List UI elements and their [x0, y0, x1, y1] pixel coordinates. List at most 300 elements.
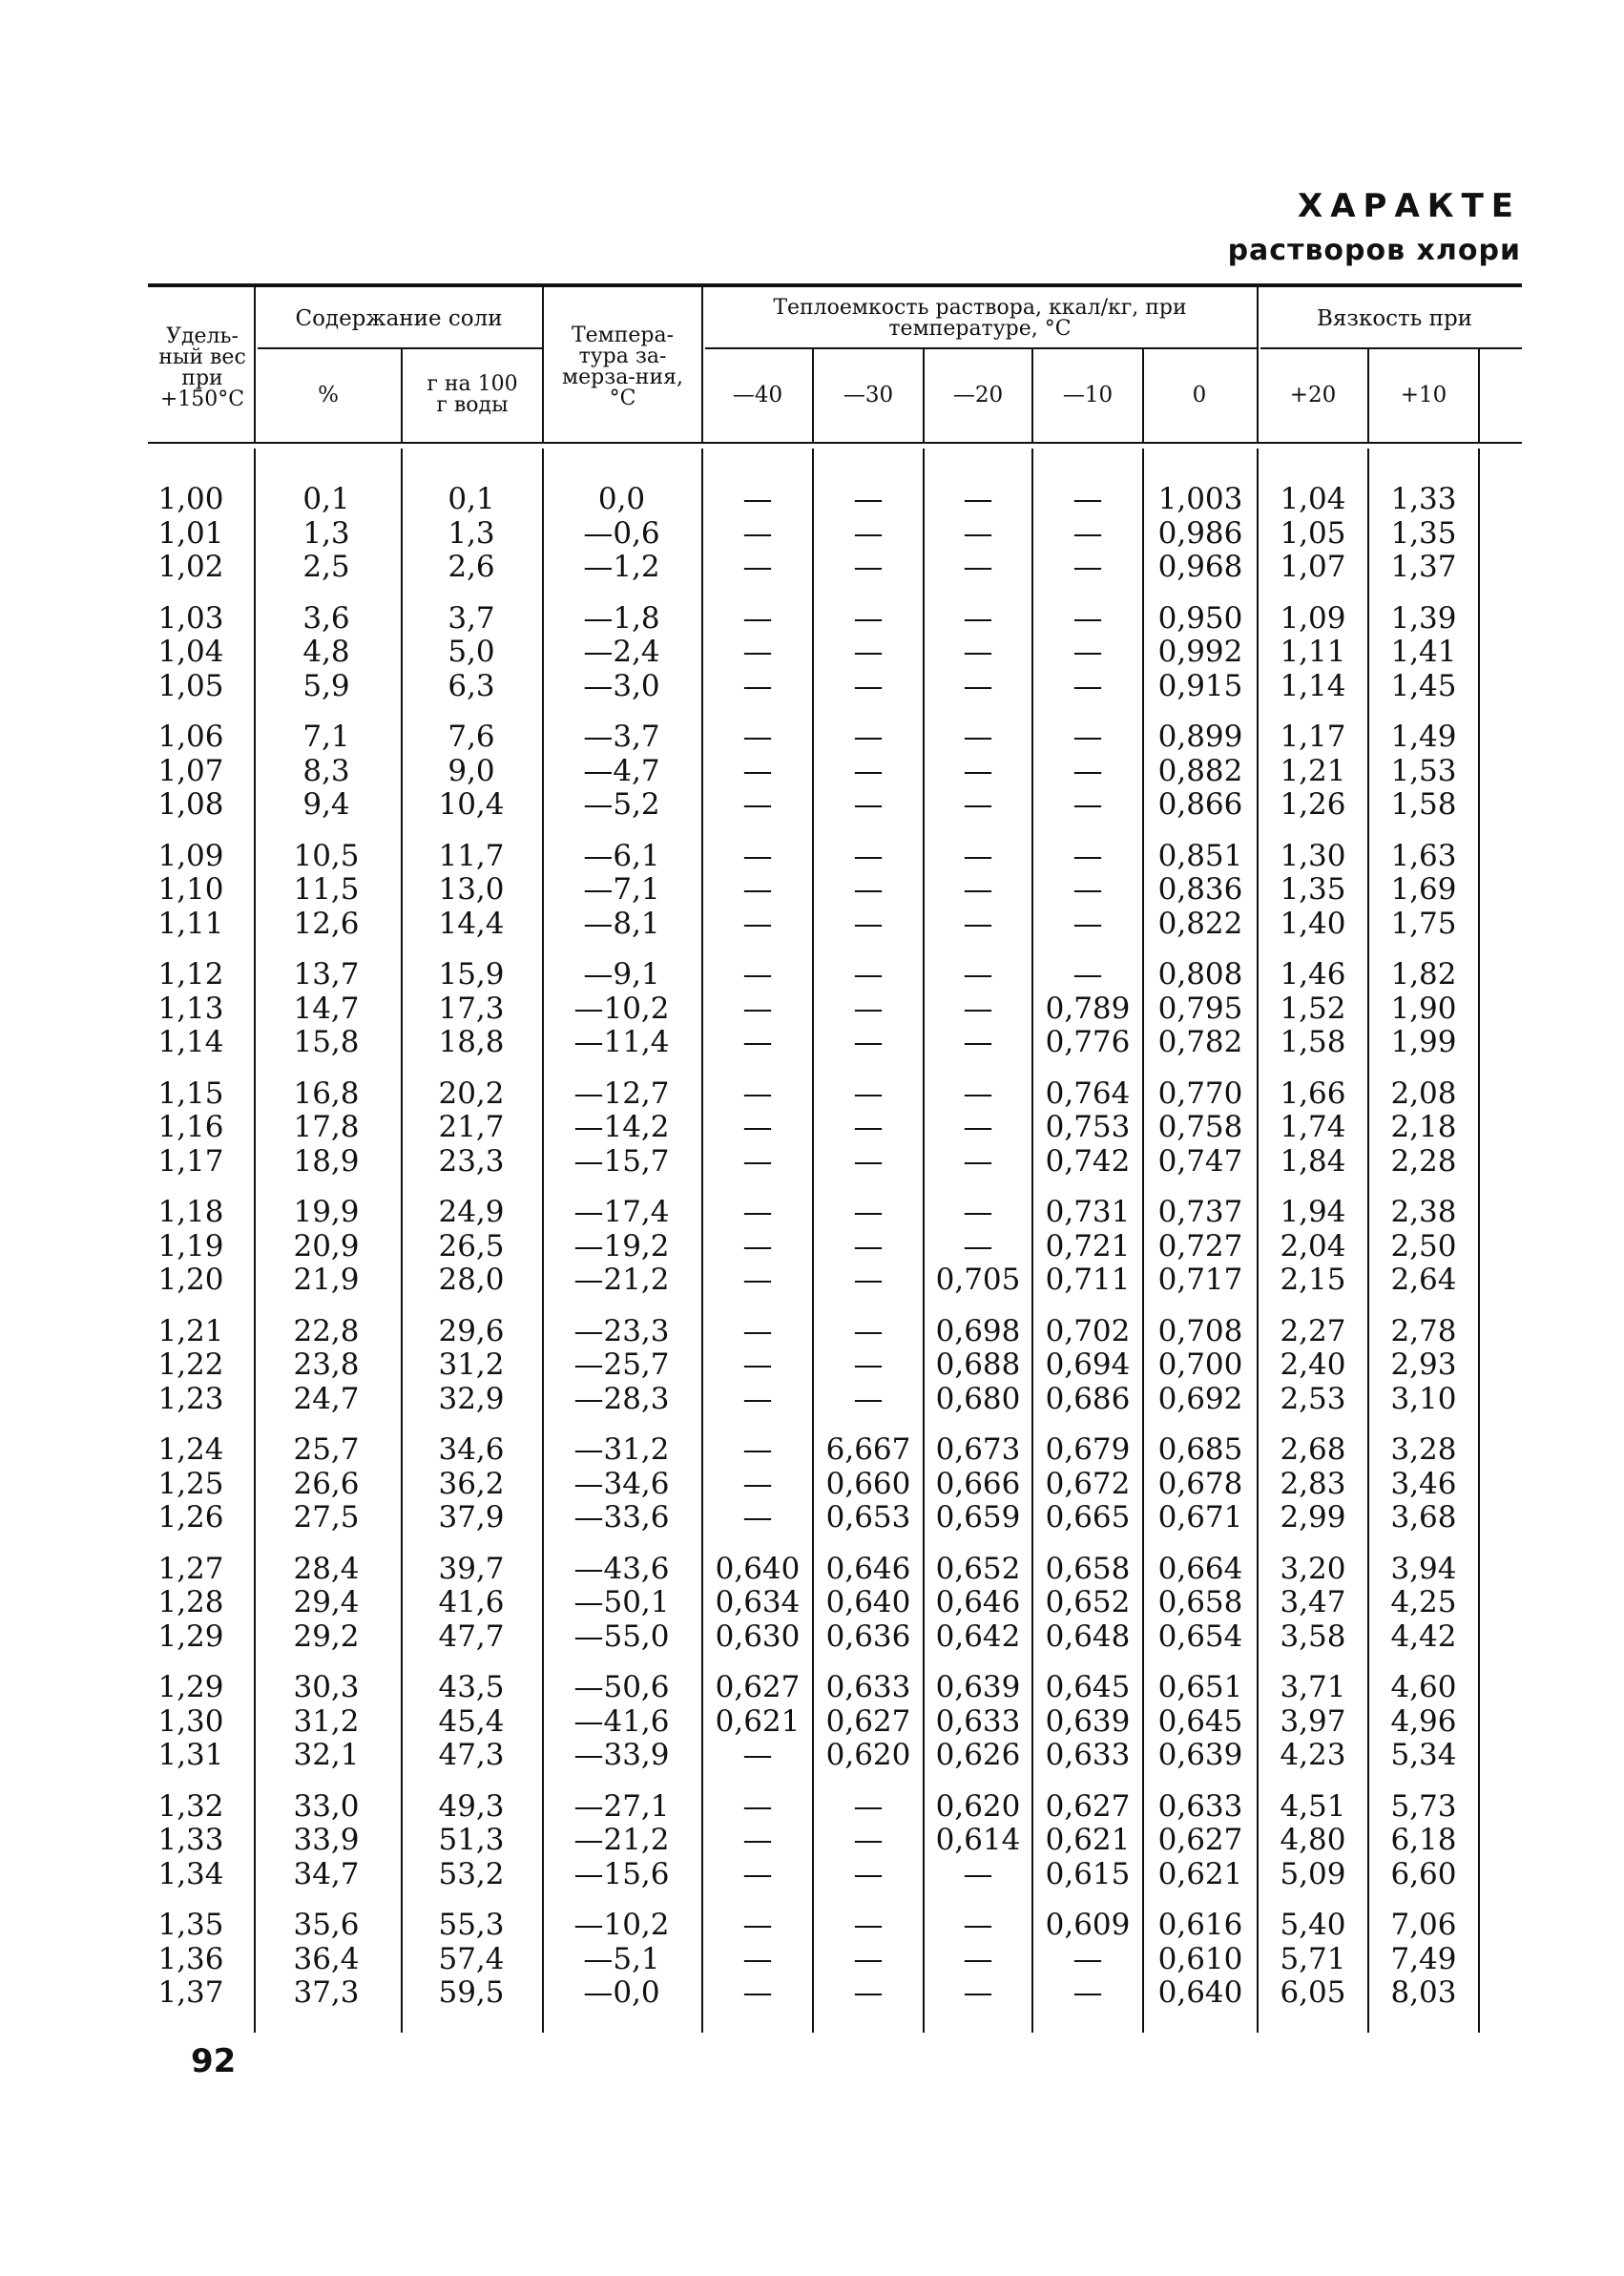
cell-g-per-100g: 53,2 [438, 1856, 505, 1891]
cell-visc-plus10: 4,60 [1390, 1670, 1457, 1704]
cell-freezing-temp: —27,1 [573, 1788, 670, 1824]
cell-hc-minus40: — [742, 550, 773, 584]
cell-g-per-100g: 36,2 [438, 1466, 505, 1501]
cell-g-per-100g: 1,3 [448, 515, 495, 551]
table-row [0, 1789, 1624, 1824]
cell-hc-minus20: — [963, 872, 993, 907]
cell-hc-minus20: 0,659 [935, 1500, 1021, 1535]
cell-g-per-100g: 37,9 [438, 1500, 505, 1535]
table-row [0, 635, 1624, 669]
cell-hc-minus40: — [742, 1381, 773, 1416]
cell-g-per-100g: 26,5 [438, 1228, 505, 1263]
cell-visc-plus10: 6,60 [1390, 1856, 1457, 1891]
cell-specific-weight: 1,28 [157, 1585, 224, 1619]
cell-visc-plus20: 2,53 [1280, 1381, 1346, 1416]
cell-percent: 3,6 [302, 600, 350, 636]
cell-hc-minus30: 6,667 [825, 1432, 911, 1467]
cell-hc-zero: 0,899 [1157, 720, 1243, 754]
cell-freezing-temp: —5,1 [583, 1941, 660, 1976]
cell-specific-weight: 1,27 [157, 1551, 224, 1586]
cell-hc-minus30: — [853, 668, 884, 703]
cell-specific-weight: 1,23 [157, 1381, 224, 1416]
cell-g-per-100g: 18,8 [438, 1025, 505, 1059]
header-hc-temp-minus30: —30 [843, 383, 894, 407]
col-rule [254, 284, 256, 443]
cell-hc-minus10: — [1072, 720, 1103, 754]
cell-hc-minus10: 0,645 [1045, 1670, 1131, 1704]
cell-visc-plus20: 1,46 [1280, 957, 1346, 992]
cell-visc-plus10: 1,53 [1390, 753, 1457, 788]
cell-hc-minus30: — [853, 550, 884, 584]
cell-percent: 2,5 [302, 550, 350, 584]
cell-hc-minus20: — [963, 668, 993, 703]
cell-hc-minus30: 0,620 [825, 1738, 911, 1772]
cell-visc-plus20: 1,14 [1280, 668, 1346, 703]
cell-visc-plus20: 1,17 [1280, 720, 1346, 754]
cell-freezing-temp: —50,1 [573, 1585, 670, 1619]
header-hc-temp-minus20: —20 [952, 383, 1004, 407]
cell-hc-minus40: 0,634 [715, 1585, 801, 1619]
cell-hc-minus30: — [853, 1941, 884, 1976]
cell-hc-minus40: — [742, 1975, 773, 2010]
cell-specific-weight: 1,33 [157, 1823, 224, 1857]
cell-visc-plus10: 4,42 [1390, 1618, 1457, 1654]
cell-freezing-temp: —19,2 [573, 1228, 670, 1263]
cell-specific-weight: 1,06 [157, 720, 224, 754]
cell-hc-minus20: 0,626 [935, 1738, 1021, 1772]
cell-g-per-100g: 9,0 [448, 753, 495, 788]
cell-specific-weight: 1,04 [157, 635, 224, 669]
cell-hc-minus40: — [742, 787, 773, 822]
table-row [0, 550, 1624, 584]
cell-visc-plus20: 1,40 [1280, 906, 1346, 941]
cell-g-per-100g: 29,6 [438, 1313, 505, 1348]
cell-visc-plus20: 1,35 [1280, 872, 1346, 907]
cell-hc-minus10: 0,679 [1045, 1432, 1131, 1467]
cell-freezing-temp: —17,4 [573, 1195, 670, 1229]
cell-hc-minus10: 0,742 [1045, 1143, 1131, 1179]
cell-hc-minus40: — [742, 1908, 773, 1942]
cell-freezing-temp: —10,2 [573, 991, 670, 1026]
cell-visc-plus10: 4,96 [1390, 1703, 1457, 1739]
header-subdivider-visc [1260, 347, 1522, 349]
cell-g-per-100g: 55,3 [438, 1908, 505, 1942]
cell-g-per-100g: 3,7 [448, 600, 495, 636]
cell-visc-plus10: 1,69 [1390, 872, 1457, 907]
cell-freezing-temp: 0,0 [597, 482, 646, 516]
cell-visc-plus20: 3,20 [1280, 1551, 1346, 1586]
cell-visc-plus10: 8,03 [1390, 1975, 1457, 2010]
cell-specific-weight: 1,24 [157, 1432, 224, 1467]
cell-freezing-temp: —41,6 [573, 1703, 670, 1739]
cell-visc-plus10: 4,25 [1390, 1585, 1457, 1619]
cell-hc-minus20: — [963, 720, 993, 754]
cell-hc-zero: 0,950 [1157, 600, 1243, 636]
cell-percent: 21,9 [293, 1263, 360, 1297]
cell-freezing-temp: —14,2 [573, 1110, 670, 1144]
cell-hc-minus40: 0,640 [715, 1551, 801, 1586]
cell-specific-weight: 1,15 [157, 1075, 224, 1111]
cell-hc-minus10: 0,694 [1045, 1347, 1131, 1382]
table-row [0, 754, 1624, 788]
cell-percent: 34,7 [293, 1856, 360, 1891]
table-row [0, 957, 1624, 992]
cell-hc-minus20: — [963, 957, 993, 992]
table-row [0, 1738, 1624, 1772]
cell-visc-plus20: 1,30 [1280, 838, 1346, 873]
header-percent: % [318, 383, 339, 407]
cell-hc-minus20: — [963, 1025, 993, 1059]
table-row [0, 1908, 1624, 1942]
cell-hc-minus20: 0,646 [935, 1585, 1021, 1619]
cell-percent: 13,7 [293, 957, 360, 992]
table-row [0, 720, 1624, 754]
cell-specific-weight: 1,20 [157, 1263, 224, 1297]
cell-hc-minus40: — [742, 1788, 773, 1824]
cell-hc-minus30: 0,653 [825, 1500, 911, 1535]
cell-hc-minus10: — [1072, 872, 1103, 907]
cell-visc-plus20: 1,04 [1280, 482, 1346, 516]
table-row [0, 1347, 1624, 1382]
cell-freezing-temp: —0,6 [583, 515, 660, 551]
cell-visc-plus10: 1,37 [1390, 550, 1457, 584]
cell-specific-weight: 1,32 [157, 1788, 224, 1824]
cell-specific-weight: 1,29 [157, 1618, 224, 1654]
cell-hc-minus30: — [853, 1075, 884, 1111]
cell-g-per-100g: 17,3 [438, 991, 505, 1026]
cell-hc-minus40: — [742, 1025, 773, 1059]
table-header-rule [148, 442, 1522, 444]
cell-g-per-100g: 7,6 [448, 720, 495, 754]
cell-hc-minus40: — [742, 1110, 773, 1144]
cell-hc-minus40: — [742, 482, 773, 516]
col-rule [1478, 349, 1480, 443]
cell-hc-minus30: — [853, 635, 884, 669]
table-row [0, 1585, 1624, 1619]
cell-freezing-temp: —7,1 [583, 872, 660, 907]
cell-hc-minus40: — [742, 1823, 773, 1857]
cell-percent: 36,4 [293, 1941, 360, 1976]
cell-hc-zero: 0,651 [1157, 1670, 1243, 1704]
cell-specific-weight: 1,09 [157, 838, 224, 873]
cell-hc-minus30: 0,646 [825, 1551, 911, 1586]
header-subdivider-salt [258, 347, 542, 349]
cell-percent: 27,5 [293, 1500, 360, 1535]
cell-specific-weight: 1,37 [157, 1975, 224, 2010]
cell-hc-minus40: — [742, 600, 773, 636]
cell-hc-minus20: — [963, 1941, 993, 1976]
cell-hc-minus20: — [963, 1110, 993, 1144]
header-visc-temp-plus20: +20 [1289, 383, 1337, 407]
cell-hc-minus10: — [1072, 515, 1103, 551]
cell-visc-plus20: 1,66 [1280, 1075, 1346, 1111]
cell-hc-minus10: — [1072, 482, 1103, 516]
col-rule [701, 284, 703, 443]
cell-hc-zero: 0,851 [1157, 838, 1243, 873]
cell-hc-minus20: — [963, 515, 993, 551]
cell-hc-zero: 0,836 [1157, 872, 1243, 907]
cell-visc-plus20: 1,26 [1280, 787, 1346, 822]
cell-hc-minus20: — [963, 906, 993, 941]
cell-visc-plus20: 1,05 [1280, 515, 1346, 551]
header-freezing-temp: Темпера-тура за-мерза-ния, °С [562, 324, 683, 410]
cell-hc-minus40: — [742, 1075, 773, 1111]
table-row [0, 872, 1624, 907]
cell-hc-minus20: — [963, 550, 993, 584]
cell-hc-minus20: 0,705 [935, 1263, 1021, 1297]
cell-hc-minus10: 0,702 [1045, 1313, 1131, 1348]
cell-visc-plus20: 3,47 [1280, 1585, 1346, 1619]
cell-hc-minus10: 0,764 [1045, 1075, 1131, 1111]
cell-hc-minus30: — [853, 1263, 884, 1297]
table-row [0, 839, 1624, 873]
cell-visc-plus10: 2,93 [1390, 1347, 1457, 1382]
table-row [0, 1432, 1624, 1467]
cell-freezing-temp: —6,1 [583, 838, 660, 873]
cell-hc-minus30: — [853, 1975, 884, 2010]
table-row [0, 1110, 1624, 1144]
cell-g-per-100g: 32,9 [438, 1381, 505, 1416]
cell-visc-plus10: 3,46 [1390, 1466, 1457, 1501]
col-rule [923, 349, 925, 443]
cell-g-per-100g: 20,2 [438, 1075, 505, 1111]
cell-hc-zero: 1,003 [1157, 482, 1243, 516]
cell-hc-minus40: — [742, 1195, 773, 1229]
cell-hc-zero: 0,986 [1157, 515, 1243, 551]
cell-percent: 14,7 [293, 991, 360, 1026]
cell-hc-minus20: 0,639 [935, 1670, 1021, 1704]
cell-hc-minus40: — [742, 635, 773, 669]
cell-g-per-100g: 28,0 [438, 1263, 505, 1297]
cell-hc-zero: 0,992 [1157, 635, 1243, 669]
cell-specific-weight: 1,21 [157, 1313, 224, 1348]
cell-hc-minus20: — [963, 1856, 993, 1891]
cell-g-per-100g: 45,4 [438, 1703, 505, 1739]
cell-visc-plus10: 1,75 [1390, 906, 1457, 941]
cell-g-per-100g: 23,3 [438, 1143, 505, 1179]
col-rule [812, 349, 814, 443]
cell-hc-minus40: — [742, 1263, 773, 1297]
cell-specific-weight: 1,26 [157, 1500, 224, 1535]
header-specific-weight: Удель-ный вес при +150°C [158, 324, 246, 411]
cell-hc-zero: 0,737 [1157, 1195, 1243, 1229]
cell-percent: 23,8 [293, 1347, 360, 1382]
cell-hc-minus30: — [853, 1856, 884, 1891]
cell-visc-plus10: 2,64 [1390, 1263, 1457, 1297]
cell-percent: 4,8 [302, 635, 350, 669]
cell-visc-plus10: 1,39 [1390, 600, 1457, 636]
cell-percent: 1,3 [302, 515, 350, 551]
cell-hc-minus10: 0,627 [1045, 1788, 1131, 1824]
cell-specific-weight: 1,05 [157, 668, 224, 703]
cell-specific-weight: 1,18 [157, 1195, 224, 1229]
table-row [0, 1025, 1624, 1059]
cell-hc-minus30: — [853, 1228, 884, 1263]
table-row [0, 1076, 1624, 1111]
table-row [0, 1263, 1624, 1297]
page-number: 92 [191, 2042, 237, 2080]
cell-visc-plus10: 1,58 [1390, 787, 1457, 822]
cell-freezing-temp: —3,0 [583, 668, 660, 703]
cell-hc-minus30: — [853, 991, 884, 1026]
cell-hc-zero: 0,717 [1157, 1263, 1243, 1297]
cell-visc-plus20: 3,58 [1280, 1618, 1346, 1654]
cell-hc-minus40: — [742, 838, 773, 873]
cell-percent: 9,4 [302, 787, 350, 822]
table-row [0, 601, 1624, 636]
cell-visc-plus10: 1,99 [1390, 1025, 1457, 1059]
cell-hc-minus30: — [853, 1788, 884, 1824]
cell-hc-minus30: — [853, 1110, 884, 1144]
col-rule [1367, 349, 1369, 443]
cell-hc-minus20: — [963, 1075, 993, 1111]
cell-g-per-100g: 47,3 [438, 1738, 505, 1772]
cell-hc-minus10: 0,711 [1045, 1263, 1131, 1297]
cell-hc-zero: 0,866 [1157, 787, 1243, 822]
cell-hc-minus20: 0,680 [935, 1381, 1021, 1416]
cell-hc-minus10: 0,753 [1045, 1110, 1131, 1144]
col-rule [1257, 284, 1259, 443]
cell-hc-zero: 0,627 [1157, 1823, 1243, 1857]
cell-visc-plus20: 1,09 [1280, 600, 1346, 636]
cell-g-per-100g: 6,3 [448, 668, 495, 703]
cell-visc-plus20: 1,94 [1280, 1195, 1346, 1229]
cell-hc-minus40: — [742, 1738, 773, 1772]
cell-g-per-100g: 10,4 [438, 787, 505, 822]
cell-hc-zero: 0,616 [1157, 1908, 1243, 1942]
cell-g-per-100g: 43,5 [438, 1670, 505, 1704]
cell-hc-zero: 0,658 [1157, 1585, 1243, 1619]
cell-hc-minus30: — [853, 1195, 884, 1229]
cell-percent: 37,3 [293, 1975, 360, 2010]
cell-hc-minus10: 0,652 [1045, 1585, 1131, 1619]
cell-hc-zero: 0,685 [1157, 1432, 1243, 1467]
cell-hc-minus30: — [853, 872, 884, 907]
cell-specific-weight: 1,22 [157, 1347, 224, 1382]
cell-visc-plus10: 3,28 [1390, 1432, 1457, 1467]
header-subdivider-heat [705, 347, 1257, 349]
cell-hc-minus20: — [963, 1195, 993, 1229]
cell-hc-minus40: — [742, 515, 773, 551]
table-row [0, 1670, 1624, 1704]
cell-percent: 22,8 [293, 1313, 360, 1348]
header-salt-content: Содержание соли [295, 306, 503, 331]
cell-visc-plus10: 5,34 [1390, 1738, 1457, 1772]
cell-hc-minus30: — [853, 515, 884, 551]
cell-hc-zero: 0,758 [1157, 1110, 1243, 1144]
cell-hc-minus40: — [742, 1313, 773, 1348]
cell-visc-plus10: 2,28 [1390, 1143, 1457, 1179]
cell-specific-weight: 1,10 [157, 872, 224, 907]
cell-hc-minus40: — [742, 1432, 773, 1467]
cell-visc-plus10: 3,94 [1390, 1551, 1457, 1586]
cell-percent: 5,9 [302, 668, 350, 703]
cell-freezing-temp: —4,7 [583, 753, 660, 788]
cell-visc-plus20: 1,21 [1280, 753, 1346, 788]
cell-g-per-100g: 13,0 [438, 872, 505, 907]
cell-visc-plus20: 3,71 [1280, 1670, 1346, 1704]
cell-percent: 17,8 [293, 1110, 360, 1144]
table-row [0, 1942, 1624, 1976]
table-row [0, 1195, 1624, 1229]
header-heat-capacity: Теплоемкость раствора, ккал/кг, при температуре, °С [773, 296, 1187, 341]
cell-percent: 0,1 [302, 482, 350, 516]
cell-freezing-temp: —50,6 [573, 1670, 670, 1704]
cell-visc-plus20: 2,04 [1280, 1228, 1346, 1263]
cell-hc-zero: 0,692 [1157, 1381, 1243, 1416]
cell-hc-zero: 0,645 [1157, 1703, 1243, 1739]
cell-g-per-100g: 15,9 [438, 957, 505, 992]
cell-specific-weight: 1,02 [157, 550, 224, 584]
cell-freezing-temp: —8,1 [583, 906, 660, 941]
cell-freezing-temp: —31,2 [573, 1432, 670, 1467]
cell-freezing-temp: —28,3 [573, 1381, 670, 1416]
cell-visc-plus10: 1,82 [1390, 957, 1457, 992]
cell-specific-weight: 1,16 [157, 1110, 224, 1144]
table-row [0, 669, 1624, 703]
cell-g-per-100g: 5,0 [448, 635, 495, 669]
cell-specific-weight: 1,14 [157, 1025, 224, 1059]
cell-percent: 28,4 [293, 1551, 360, 1586]
cell-hc-minus20: — [963, 635, 993, 669]
table-top-rule [148, 283, 1522, 287]
cell-specific-weight: 1,34 [157, 1856, 224, 1891]
cell-visc-plus20: 2,68 [1280, 1432, 1346, 1467]
cell-hc-zero: 0,610 [1157, 1941, 1243, 1976]
table-row [0, 1382, 1624, 1416]
page-subtitle: растворов хлори [1227, 234, 1521, 267]
cell-g-per-100g: 21,7 [438, 1110, 505, 1144]
cell-hc-minus10: 0,789 [1045, 991, 1131, 1026]
cell-freezing-temp: —33,6 [573, 1500, 670, 1535]
cell-hc-minus30: — [853, 1313, 884, 1348]
cell-specific-weight: 1,36 [157, 1941, 224, 1976]
cell-hc-minus30: — [853, 1025, 884, 1059]
cell-freezing-temp: —1,2 [583, 550, 660, 584]
cell-specific-weight: 1,12 [157, 957, 224, 992]
cell-hc-minus10: 0,615 [1045, 1856, 1131, 1891]
cell-hc-zero: 0,727 [1157, 1228, 1243, 1263]
cell-hc-minus30: — [853, 957, 884, 992]
cell-visc-plus10: 5,73 [1390, 1788, 1457, 1824]
cell-g-per-100g: 11,7 [438, 838, 505, 873]
table-row [0, 1314, 1624, 1348]
header-visc-temp-plus10: +10 [1400, 383, 1447, 407]
cell-hc-zero: 0,633 [1157, 1788, 1243, 1824]
cell-specific-weight: 1,08 [157, 787, 224, 822]
cell-hc-minus40: — [742, 1500, 773, 1535]
cell-hc-minus40: — [742, 872, 773, 907]
cell-hc-minus30: — [853, 600, 884, 636]
table-row [0, 1857, 1624, 1891]
cell-hc-minus40: — [742, 906, 773, 941]
cell-visc-plus20: 5,09 [1280, 1856, 1346, 1891]
cell-hc-zero: 0,882 [1157, 753, 1243, 788]
cell-freezing-temp: —15,7 [573, 1143, 670, 1179]
cell-visc-plus10: 7,06 [1390, 1908, 1457, 1942]
cell-hc-zero: 0,782 [1157, 1025, 1243, 1059]
cell-visc-plus20: 5,40 [1280, 1908, 1346, 1942]
cell-hc-zero: 0,747 [1157, 1143, 1243, 1179]
cell-hc-minus20: — [963, 1975, 993, 2010]
cell-visc-plus20: 2,15 [1280, 1263, 1346, 1297]
cell-percent: 15,8 [293, 1025, 360, 1059]
cell-hc-minus10: — [1072, 668, 1103, 703]
cell-freezing-temp: —23,3 [573, 1313, 670, 1348]
cell-percent: 30,3 [293, 1670, 360, 1704]
cell-specific-weight: 1,29 [157, 1670, 224, 1704]
cell-percent: 20,9 [293, 1228, 360, 1263]
